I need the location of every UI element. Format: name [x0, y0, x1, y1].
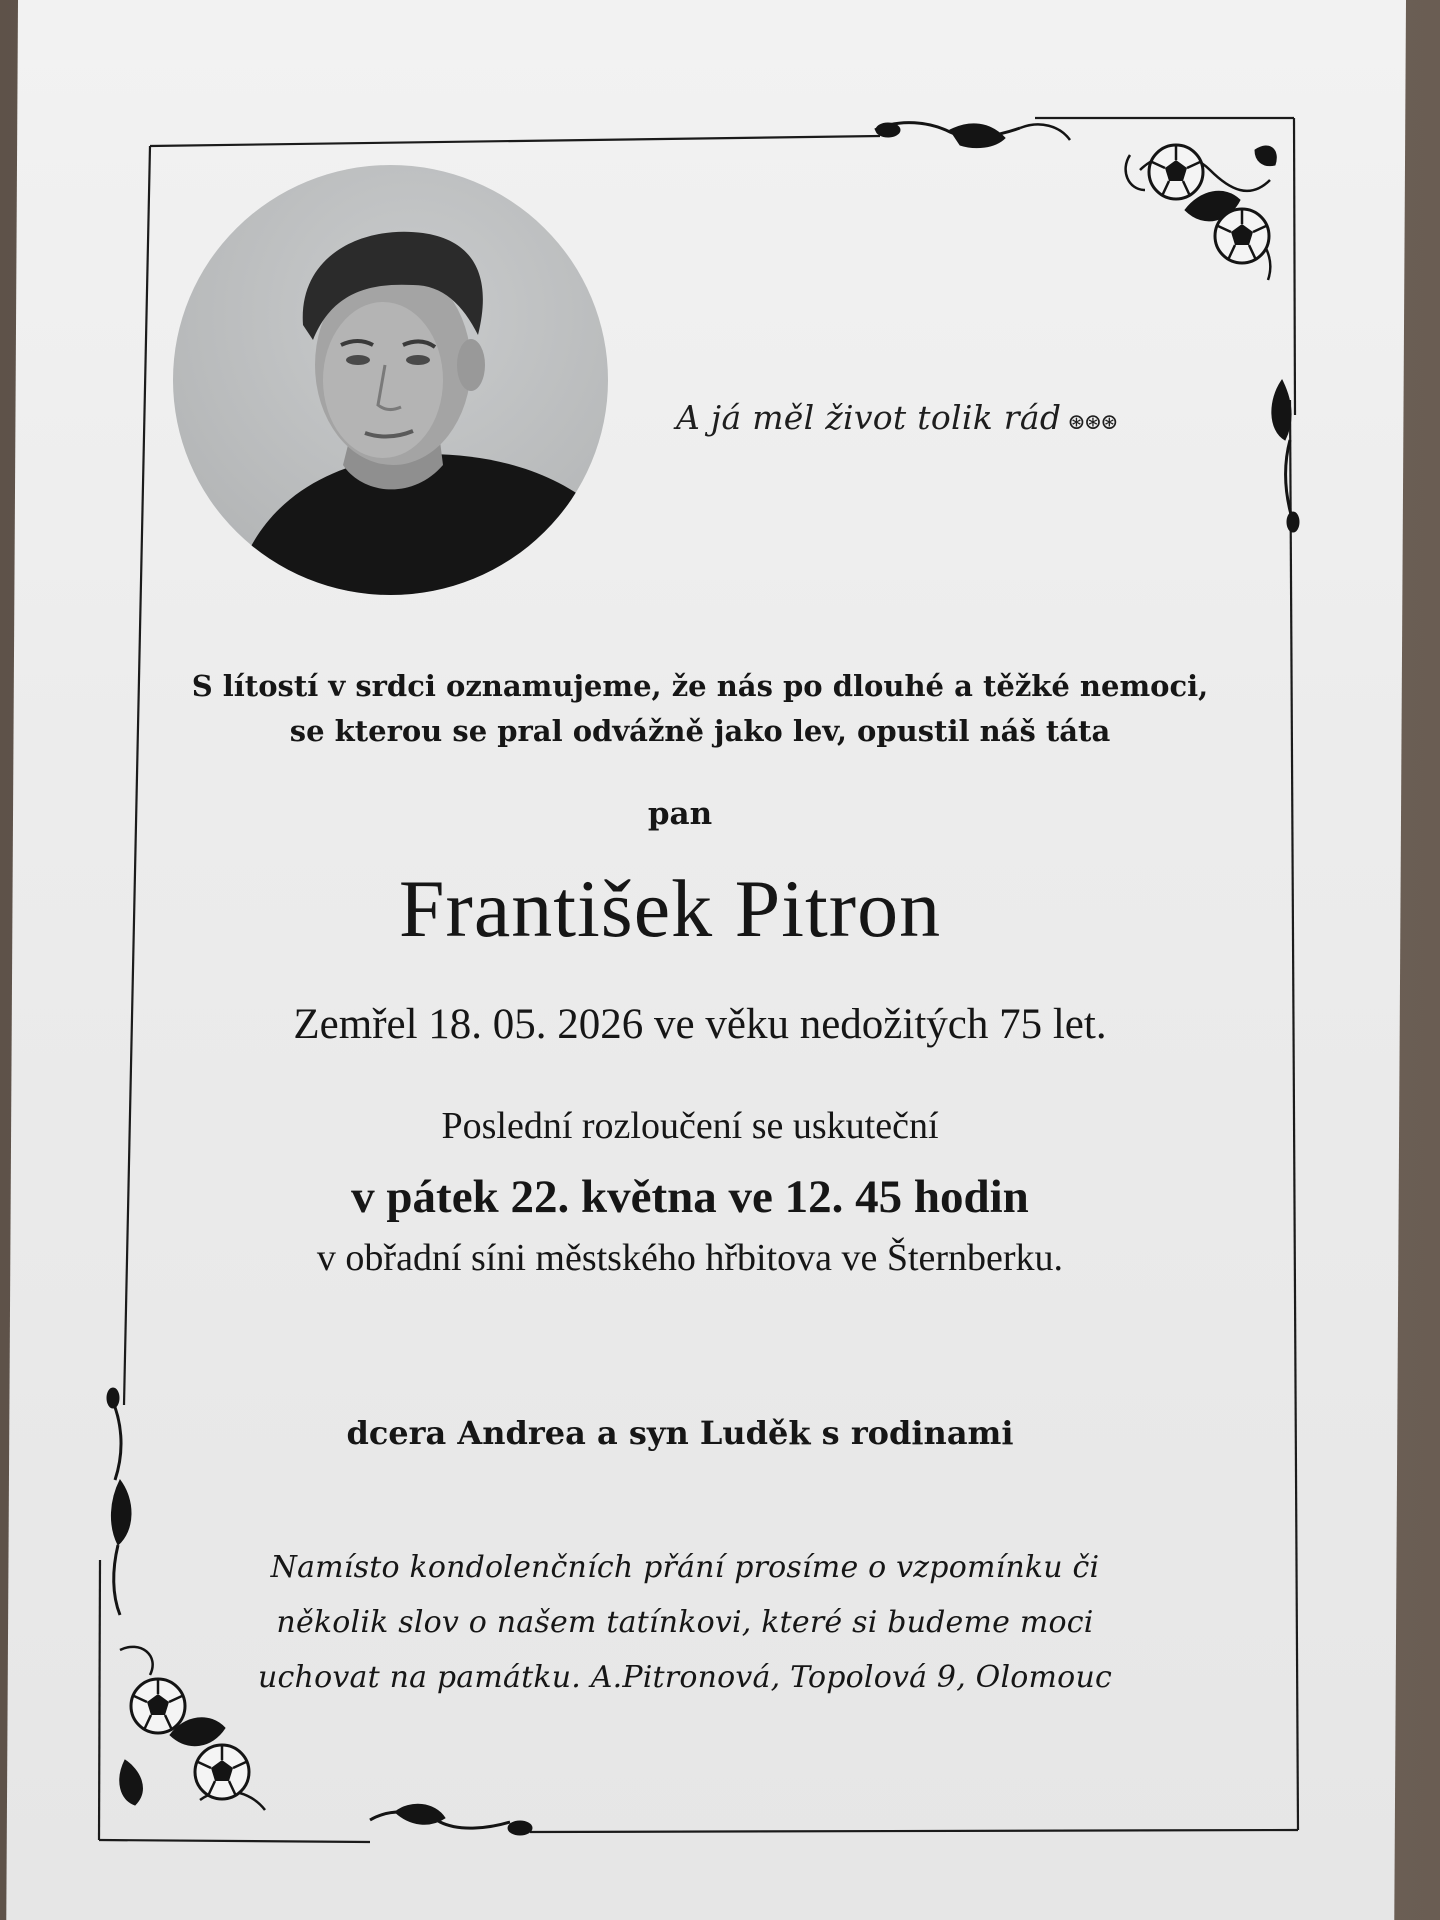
note-line-2: několik slov o našem tatínkovi, které si budeme moci: [276, 1605, 1094, 1640]
farewell-intro: Poslední rozloučení se uskuteční: [441, 1105, 939, 1147]
farewell-place: v obřadní síni městského hřbitova ve Šternberku.: [316, 1237, 1064, 1279]
announcement-intro: [110, 664, 1290, 754]
motto-line: [676, 398, 1117, 437]
note-line-3: uchovat na památku. A.Pitronová, Topolová 9, Olomouc: [258, 1660, 1112, 1695]
portrait-photo: [173, 165, 608, 595]
football-ornament-icon: ⊛⊛⊛: [1067, 410, 1117, 435]
deceased-name: František Pitron: [398, 863, 942, 954]
motto-text: A já měl život tolik rád: [676, 398, 1062, 437]
death-details: Zemřel 18. 05. 2026 ve věku nedožitých 75 let.: [293, 1001, 1107, 1048]
intro-line-1: S lítostí v srdci oznamujeme, že nás po dlouhé a těžké nemoci,: [191, 669, 1209, 703]
farewell-datetime: v pátek 22. května ve 12. 45 hodin: [351, 1171, 1029, 1223]
intro-line-2: se kterou se pral odvážně jako lev, opustil náš táta: [289, 714, 1111, 748]
condolence-note: [95, 1540, 1275, 1705]
portrait-illustration: [173, 165, 608, 595]
family-signature: dcera Andrea a syn Luděk s rodinami: [346, 1414, 1014, 1452]
honorific: pan: [647, 796, 713, 832]
note-line-1: Namísto kondolenčních přání prosíme o vzpomínku či: [270, 1550, 1100, 1585]
